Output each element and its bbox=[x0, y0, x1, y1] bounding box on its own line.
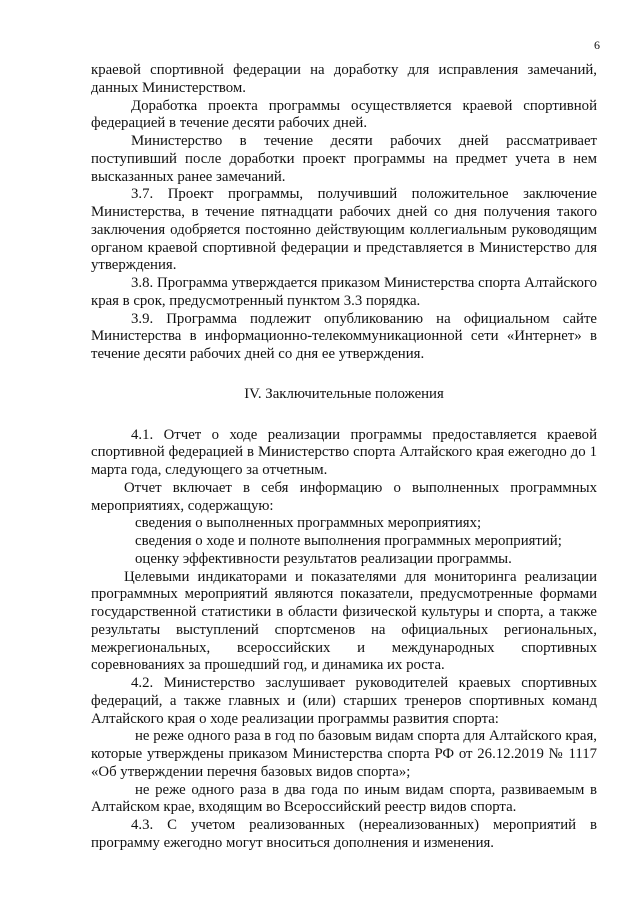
section-title: IV. Заключительные положения bbox=[244, 385, 444, 402]
list-item: сведения о выполненных программных мероприятиях; bbox=[135, 515, 482, 532]
list-item: не реже одного раза в два года по иным видам спорта, развиваемым в Алтайском крае, входящим во Всероссийский реестр видов спорта. bbox=[91, 781, 597, 816]
paragraph: Целевыми индикаторами и показателями для мониторинга реализации программных мероприятий являются показатели, предусмотренные формами государственной статистики в области физической культуры и спорта, а также результаты выступлений спортсменов на официальных региональных, межрегиональных, всероссийских и международных спортивных соревнованиях за прошедший год, и динамика их роста. bbox=[91, 568, 597, 674]
paragraph-4-3: 4.3. С учетом реализованных (нереализованных) мероприятий в программу ежегодно могут вноситься дополнения и изменения. bbox=[91, 817, 597, 851]
document-body bbox=[91, 62, 597, 853]
paragraph: Министерство в течение десяти рабочих дней рассматривает поступивший после доработки проект программы на предмет учета в нем высказанных ранее замечаний. bbox=[91, 133, 597, 185]
list-item: сведения о ходе и полноте выполнения программных мероприятий; bbox=[135, 533, 562, 549]
paragraph: Отчет включает в себя информацию о выполненных программных мероприятиях, содержащую: bbox=[91, 479, 597, 514]
list-item: оценку эффективности результатов реализации программы. bbox=[135, 550, 512, 567]
paragraph: краевой спортивной федерации на доработку для исправления замечаний, данных Министерством. bbox=[91, 62, 597, 96]
list-item: не реже одного раза в год по базовым видам спорта для Алтайского края, которые утверждены приказом Министерства спорта РФ от 26.12.2019 № 1117 «Об утверждении перечня базовых видов спорта»; bbox=[91, 728, 597, 780]
paragraph-3-7: 3.7. Проект программы, получивший положительное заключение Министерства, в течение пятнадцати рабочих дней со дня получения такого заключения одобряется постоянно действующим коллегиальным руководящим органом краевой спортивной федерации и представляется в Министерство для утверждения. bbox=[91, 186, 597, 274]
paragraph-3-9: 3.9. Программа подлежит опубликованию на официальном сайте Министерства в информационно-телекоммуникационной сети «Интернет» в течение десяти рабочих дней со дня ее утверждения. bbox=[91, 310, 597, 362]
paragraph-4-1: 4.1. Отчет о ходе реализации программы предоставляется краевой спортивной федерацией в Министерство спорта Алтайского края ежегодно до 1 марта года, следующего за отчетным. bbox=[91, 426, 597, 478]
paragraph: Доработка проекта программы осуществляется краевой спортивной федерацией в течение десяти рабочих дней. bbox=[91, 97, 597, 132]
paragraph-3-8: 3.8. Программа утверждается приказом Министерства спорта Алтайского края в срок, предусмотренный пунктом 3.3 порядка. bbox=[91, 275, 597, 309]
paragraph-4-2: 4.2. Министерство заслушивает руководителей краевых спортивных федераций, а также главных и (или) старших тренеров спортивных команд Алтайского края о ходе реализации программы развития спорта: bbox=[91, 675, 597, 727]
page-number: 6 bbox=[594, 38, 600, 52]
